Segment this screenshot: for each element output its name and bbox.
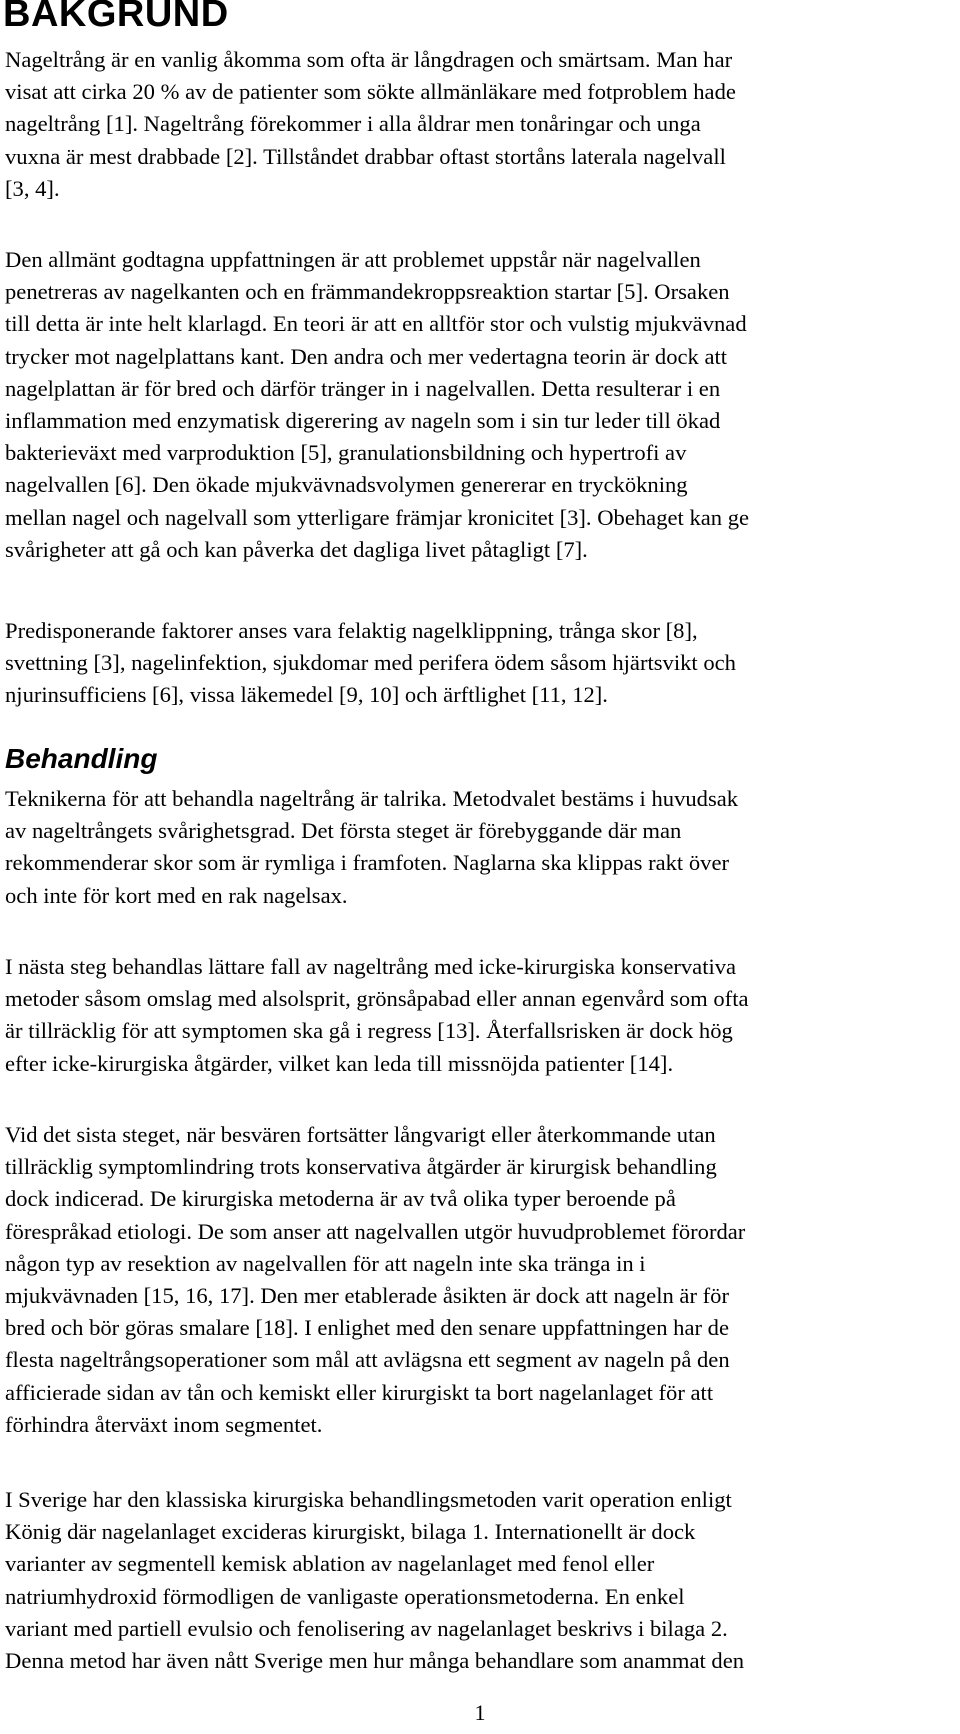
text-line: I nästa steg behandlas lättare fall av nageltrång med icke-kirurgiska konservativa: [5, 954, 737, 979]
text-line: natriumhydroxid förmodligen de vanligaste operationsmetoderna. En enkel: [5, 1583, 685, 1609]
text-line: bakterieväxt med varproduktion [5], granulationsbildning och hypertrofi av: [5, 440, 687, 466]
text-line: Predisponerande faktorer anses vara felaktig nagelklippning, trånga skor [8],: [5, 618, 698, 643]
text-line: är tillräcklig för att symptomen ska gå i regress [13]. Återfallsrisken är dock hög: [5, 1018, 733, 1044]
paragraph-conservative-treatment: [5, 951, 950, 1080]
text-line: dock indicerad. De kirurgiska metoderna är av två olika typer beroende på: [5, 1186, 676, 1212]
text-line: och inte för kort med en rak nagelsax.: [5, 882, 348, 908]
paragraph-predisposing-factors: [5, 615, 950, 712]
text-line: metoder såsom omslag med alsolsprit, grönsåpabad eller annan egenvård som ofta: [5, 986, 749, 1012]
text-line: någon typ av resektion av nagelvallen för att nageln inte ska tränga in i: [5, 1250, 646, 1276]
text-line: nagelvallen [6]. Den ökade mjukvävnadsvolymen genererar en tryckökning: [5, 472, 688, 498]
paragraph-pathogenesis: [5, 244, 950, 566]
text-line: Teknikerna för att behandla nageltrång är talrika. Metodvalet bestäms i huvudsak: [5, 786, 739, 811]
text-line: efter icke-kirurgiska åtgärder, vilket kan leda till missnöjda patienter [14].: [5, 1050, 674, 1076]
text-line: trycker mot nagelplattans kant. Den andra och mer vedertagna teorin är dock att: [5, 343, 728, 369]
text-line: njurinsufficiens [6], vissa läkemedel [9, 10] och ärftlighet [11, 12].: [5, 682, 608, 708]
text-line: I Sverige har den klassiska kirurgiska behandlingsmetoden varit operation enligt: [5, 1487, 732, 1512]
text-line: nageltrång [1]. Nageltrång förekommer i alla åldrar men tonåringar och unga: [5, 111, 701, 137]
text-line: förhindra återväxt inom segmentet.: [5, 1411, 323, 1437]
text-line: bred och bör göras smalare [18]. I enlighet med den senare uppfattningen har de: [5, 1315, 729, 1341]
paragraph-surgical-treatment: [5, 1119, 950, 1441]
text-line: variant med partiell evulsio och fenolisering av nagelanlaget beskrivs i bilaga 2.: [5, 1615, 728, 1641]
text-line: förespråkad etiologi. De som anser att nagelvallen utgör huvudproblemet förordar: [5, 1218, 746, 1244]
text-line: [3, 4].: [5, 175, 60, 201]
section-heading: BAKGRUND: [3, 0, 229, 35]
text-line: till detta är inte helt klarlagd. En teori är att en alltför stor och vulstig mjukvävnad: [5, 311, 747, 337]
text-line: vuxna är mest drabbade [2]. Tillståndet drabbar oftast stortåns laterala nagelvall: [5, 143, 726, 169]
text-line: penetreras av nagelkanten och en främmandekroppsreaktion startar [5]. Orsaken: [5, 279, 730, 305]
text-line: flesta nageltrångsoperationer som mål att avlägsna ett segment av nageln på den: [5, 1347, 730, 1373]
text-line: rekommenderar skor som är rymliga i framfoten. Naglarna ska klippas rakt över: [5, 850, 730, 876]
text-line: König där nagelanlaget excideras kirurgiskt, bilaga 1. Internationellt är dock: [5, 1519, 696, 1545]
page-number: 1: [474, 1700, 486, 1725]
text-line: Den allmänt godtagna uppfattningen är att problemet uppstår när nagelvallen: [5, 247, 701, 272]
text-line: afficierade sidan av tån och kemiskt eller kirurgiskt ta bort nagelanlaget för att: [5, 1379, 714, 1405]
text-line: varianter av segmentell kemisk ablation av nagelanlaget med fenol eller: [5, 1551, 655, 1577]
paragraph-swedish-practice: [5, 1484, 950, 1677]
text-line: svettning [3], nagelinfektion, sjukdomar med perifera ödem såsom hjärtsvikt och: [5, 650, 736, 676]
text-line: Nageltrång är en vanlig åkomma som ofta är långdragen och smärtsam. Man har: [5, 47, 733, 72]
paragraph-intro: [5, 44, 950, 205]
text-line: tillräcklig symptomlindring trots konservativa åtgärder är kirurgisk behandling: [5, 1154, 717, 1180]
text-line: av nageltrångets svårighetsgrad. Det första steget är förebyggande där man: [5, 818, 682, 844]
text-line: svårigheter att gå och kan påverka det dagliga livet påtagligt [7].: [5, 536, 588, 562]
text-line: mellan nagel och nagelvall som ytterligare främjar kronicitet [3]. Obehaget kan ge: [5, 504, 750, 530]
text-line: nagelplattan är för bred och därför tränger in i nagelvallen. Detta resulterar i en: [5, 375, 721, 401]
text-line: mjukvävnaden [15, 16, 17]. Den mer etablerade åsikten är dock att nageln är för: [5, 1283, 729, 1309]
text-line: Denna metod har även nått Sverige men hur många behandlare som anammat den: [5, 1648, 745, 1674]
text-line: inflammation med enzymatisk digerering av nageln som i sin tur leder till ökad: [5, 408, 721, 434]
text-line: Vid det sista steget, när besvären fortsätter långvarigt eller återkommande utan: [5, 1122, 716, 1147]
subsection-heading: Behandling: [5, 743, 158, 774]
paragraph-treatment-techniques: [5, 783, 950, 912]
text-line: visat att cirka 20 % av de patienter som sökte allmänläkare med fotproblem hade: [5, 79, 736, 105]
